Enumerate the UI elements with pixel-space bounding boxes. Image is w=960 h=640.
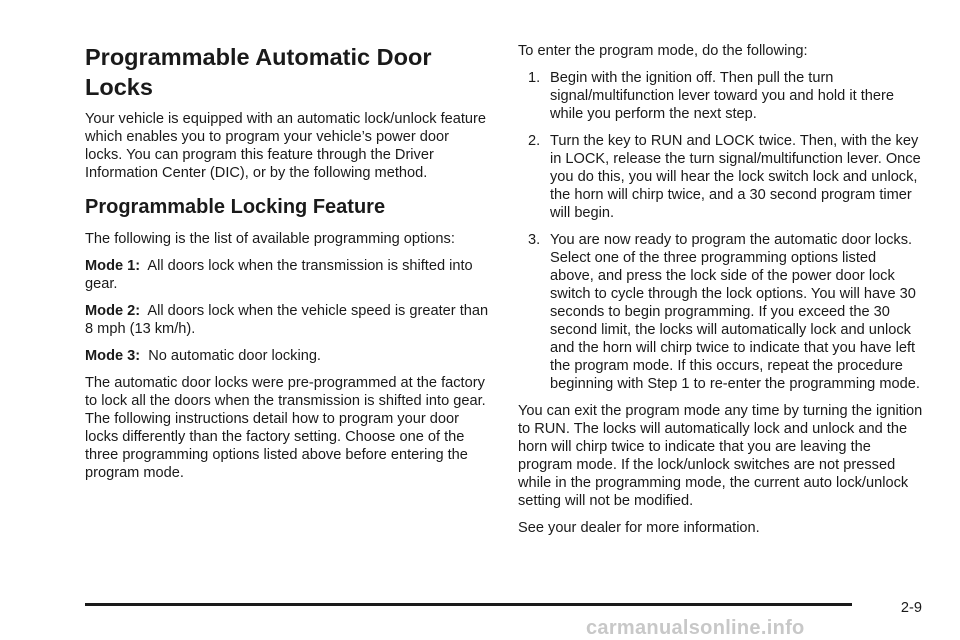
mode-description: All doors lock when the vehicle speed is greater than 8 mph (13 km/h). bbox=[85, 303, 489, 337]
mode-1-item bbox=[85, 257, 490, 293]
section-heading: Programmable Locking Feature bbox=[85, 196, 386, 218]
step-item bbox=[518, 231, 923, 393]
footer-rule bbox=[85, 603, 852, 606]
step-number: 3. bbox=[528, 232, 541, 248]
intro-paragraph: Your vehicle is equipped with an automatic lock/unlock feature which enables you to program your vehicle’s power door locks. You can program this feature through the Driver Information Center (DIC), or by the following method. bbox=[85, 111, 487, 181]
step-text: Begin with the ignition off. Then pull the turn signal/multifunction lever toward you and hold it there while you perform the next step. bbox=[550, 70, 894, 122]
page-number: 2-9 bbox=[900, 600, 922, 616]
dealer-note: See your dealer for more information. bbox=[518, 520, 760, 536]
mode-2-item bbox=[85, 302, 490, 338]
step-text: Turn the key to RUN and LOCK twice. Then, with the key in LOCK, release the turn signal/multifunction lever. Once you do this, you will hear the lock switch lock and unlock, the horn will chirp twice, and a 30 second program timer will begin. bbox=[550, 133, 921, 221]
step-text: You are now ready to program the automatic door locks. Select one of the three programming options listed above, and press the lock side of the power door lock switch to cycle through the lock options. You will have 30 seconds to begin programming. If you exceed the 30 second limit, the locks will automatically lock and unlock and the horn will chirp twice to indicate that you have left the program mode. If this occurs, repeat the procedure beginning with Step 1 to re-enter the programming mode. bbox=[550, 232, 920, 392]
mode-description: No automatic door locking. bbox=[148, 348, 321, 364]
mode-description: All doors lock when the transmission is shifted into gear. bbox=[85, 258, 473, 292]
steps-intro: To enter the program mode, do the following: bbox=[518, 43, 808, 59]
step-item bbox=[518, 69, 923, 123]
step-item bbox=[518, 132, 923, 222]
mode-label: Mode 3: bbox=[85, 348, 141, 364]
mode-label: Mode 2: bbox=[85, 303, 141, 319]
closing-paragraph: The automatic door locks were pre-programmed at the factory to lock all the doors when the transmission is shifted into gear. The following instructions detail how to program your door locks differently than the factory setting. Choose one of the three programming options listed above before entering the program mode. bbox=[85, 375, 486, 481]
right-column bbox=[518, 42, 923, 546]
step-number: 2. bbox=[528, 133, 541, 149]
mode-label: Mode 1: bbox=[85, 258, 141, 274]
watermark: carmanualsonline.info bbox=[586, 617, 805, 639]
page-title bbox=[85, 42, 490, 102]
step-number: 1. bbox=[528, 70, 541, 86]
mode-3-item bbox=[85, 347, 490, 365]
left-column bbox=[85, 42, 490, 491]
exit-paragraph: You can exit the program mode any time by turning the ignition to RUN. The locks will automatically lock and unlock and the horn will chirp twice to indicate that you are leaving the program mode. If the lock/unlock switches are not pressed while in the programming mode, the current auto lock/unlock setting will not be modified. bbox=[518, 403, 923, 509]
page-title-line1: Programmable Automatic Door bbox=[85, 44, 432, 70]
steps-list bbox=[518, 69, 923, 393]
options-intro: The following is the list of available programming options: bbox=[85, 231, 455, 247]
page-title-line2: Locks bbox=[85, 74, 153, 100]
